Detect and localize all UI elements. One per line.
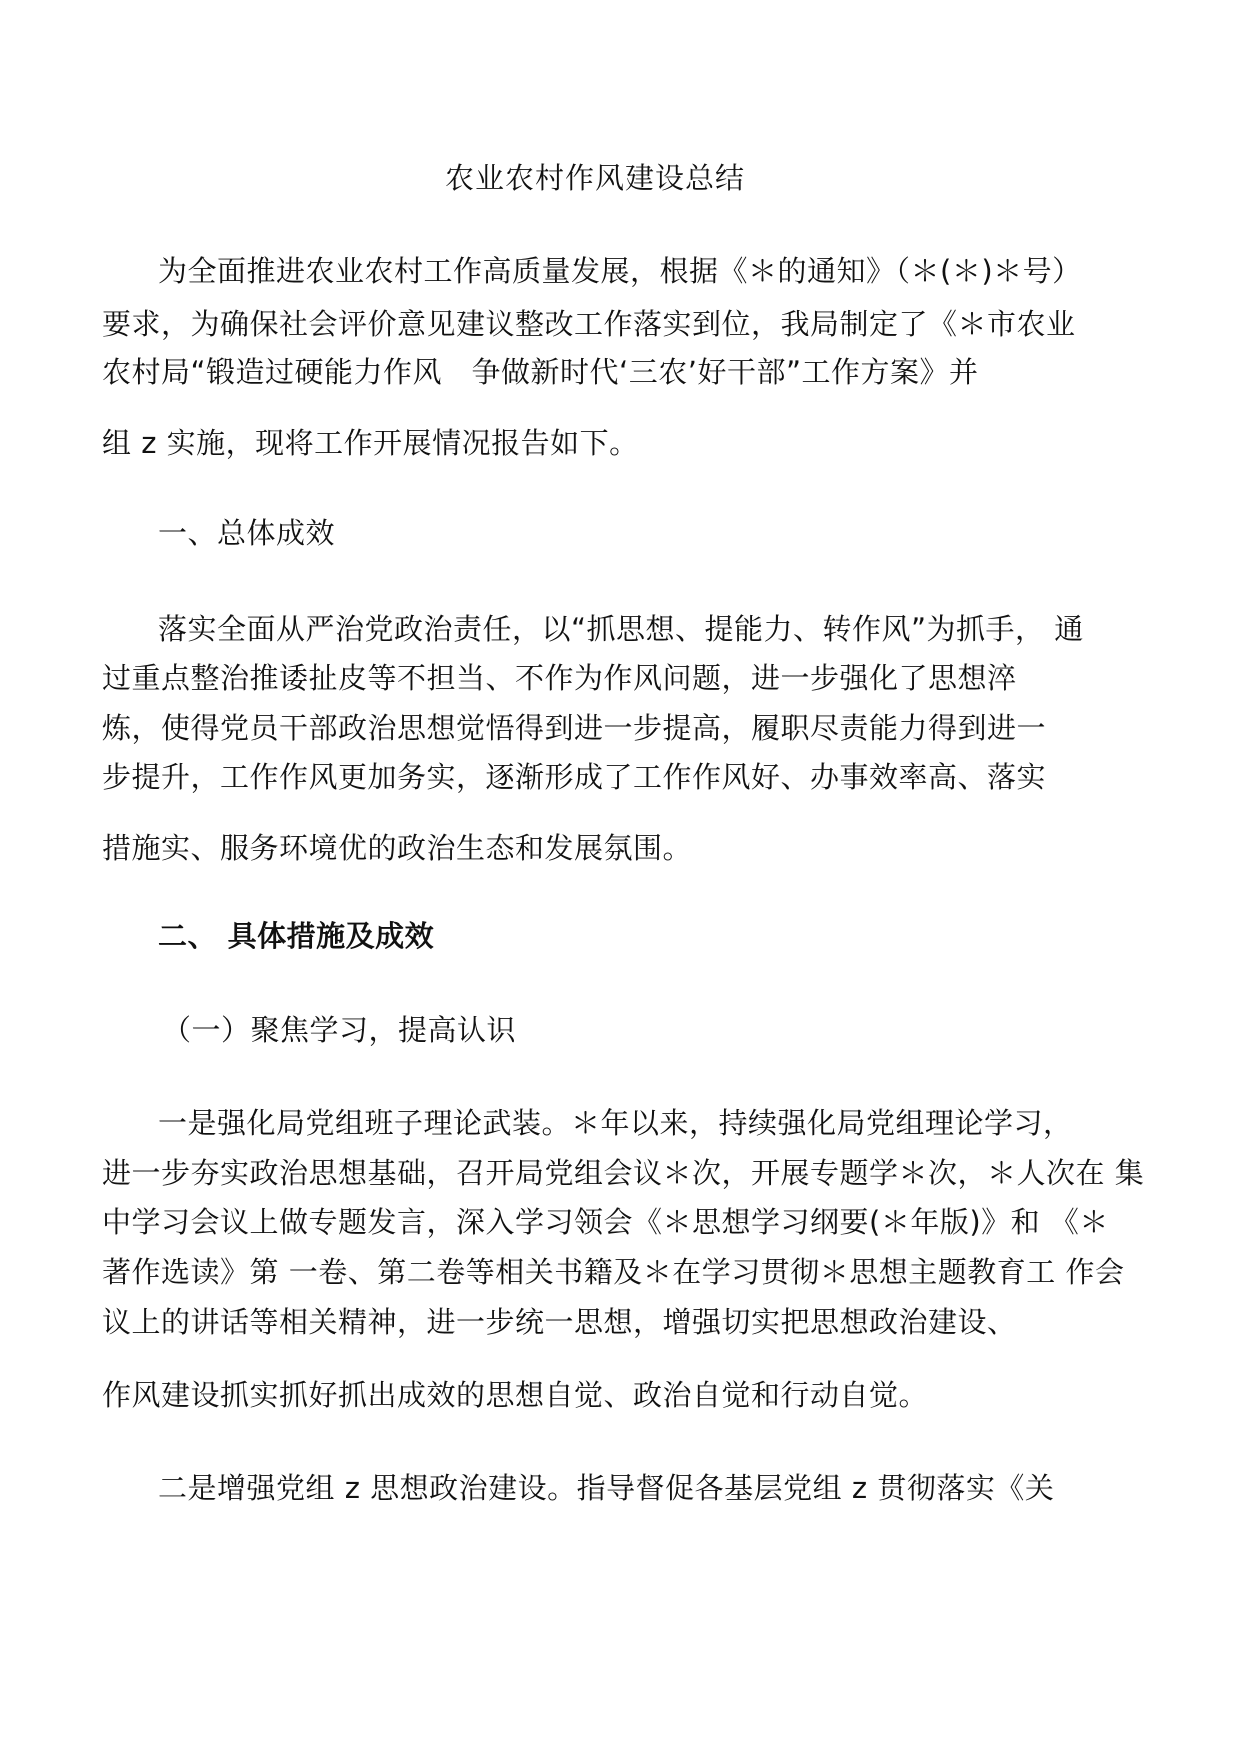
section-1-line-4: 步提升，工作作风更加务实，逐渐形成了工作作风好、办事效率高、落实 [102,760,1047,794]
subsection-1-heading: （一）聚焦学习，提高认识 [162,1013,517,1047]
document-title: 农业农村作风建设总结 [445,161,746,195]
intro-line-3: 农村局“锻造过硬能力作风 争做新时代‘三农’好干部”工作方案》并 [102,355,979,389]
section-2-heading: 二、 具体措施及成效 [158,919,435,953]
subsection-1-line-2: 进一步夯实政治思想基础，召开局党组会议＊次，开展专题学＊次，＊人次在 集 [102,1156,1145,1190]
section-1-line-3: 炼，使得党员干部政治思想觉悟得到进一步提高，履职尽责能力得到进一 [102,711,1047,745]
subsection-1-line-5: 议上的讲话等相关精神，进一步统一思想，增强切实把思想政治建设、 [102,1305,1017,1339]
intro-line-2: 要求，为确保社会评价意见建议整改工作落实到位，我局制定了《＊市农业 [102,307,1076,341]
section-1-line-5: 措施实、服务环境优的政治生态和发展氛围。 [102,831,693,865]
section-1-heading: 一、总体成效 [158,516,336,550]
section-1-line-2: 过重点整治推诿扯皮等不担当、不作为作风问题，进一步强化了思想淬 [102,661,1017,695]
subsection-1-line-1: 一是强化局党组班子理论武装。＊年以来，持续强化局党组理论学习， [158,1106,1073,1140]
subsection-1-line-4: 著作选读》第 一卷、第二卷等相关书籍及＊在学习贯彻＊思想主题教育工 作会 [102,1255,1125,1289]
intro-line-4: 组 z 实施，现将工作开展情况报告如下。 [102,426,639,460]
subsection-1-line-6: 作风建设抓实抓好抓出成效的思想自觉、政治自觉和行动自觉。 [102,1378,929,1412]
section-1-line-1: 落实全面从严治党政治责任，以“抓思想、提能力、转作风”为抓手， 通 [158,612,1084,646]
subsection-1-line-3: 中学习会议上做专题发言，深入学习领会《＊思想学习纲要(＊年版)》和 《＊ [102,1205,1109,1239]
intro-line-1: 为全面推进农业农村工作高质量发展，根据《＊的通知》（＊(＊)＊号） [158,254,1082,288]
paragraph-2-line-1: 二是增强党组 z 思想政治建设。指导督促各基层党组 z 贯彻落实《关 [158,1471,1055,1505]
